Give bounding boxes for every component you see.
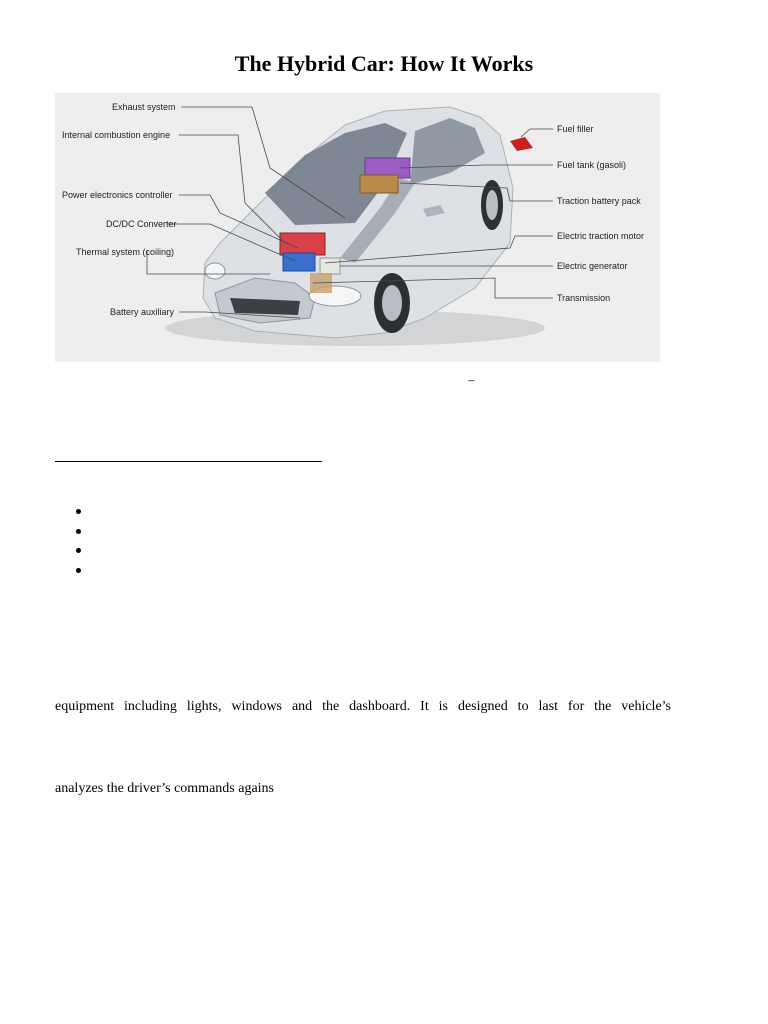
paragraph-driver-commands: analyzes the driver’s commands agains	[55, 781, 275, 796]
bullet-dot-icon	[76, 568, 81, 573]
horizontal-rule	[55, 461, 322, 462]
bullet-dot-icon	[76, 548, 81, 553]
bullet-dot-icon	[76, 509, 81, 514]
paragraph-equipment: equipment including lights, windows and the dashboard. It is designed to last for the vehicle’s	[55, 699, 671, 714]
label-exhaust-system: Exhaust system	[112, 102, 176, 112]
stray-dash-mark: –	[468, 372, 475, 387]
label-power-electronics-controller: Power electronics controller	[62, 190, 173, 200]
label-traction-battery-pack: Traction battery pack	[557, 196, 641, 206]
label-dcdc-converter: DC/DC Converter	[106, 219, 177, 229]
label-fuel-filler: Fuel filler	[557, 124, 594, 134]
label-thermal-system: Thermal system (coiling)	[76, 247, 175, 257]
label-electric-traction-motor: Electric traction motor	[557, 231, 645, 241]
hybrid-car-diagram	[55, 93, 660, 362]
label-internal-combustion-engine: Internal combustion engine	[62, 130, 171, 140]
label-battery-auxiliary: Battery auxiliary	[110, 307, 175, 317]
bullet-dot-icon	[76, 529, 81, 534]
label-electric-generator: Electric generator	[557, 261, 628, 271]
document-title: The Hybrid Car: How It Works	[234, 51, 534, 76]
label-fuel-tank: Fuel tank (gasoli)	[557, 160, 627, 170]
label-transmission: Transmission	[557, 293, 611, 303]
